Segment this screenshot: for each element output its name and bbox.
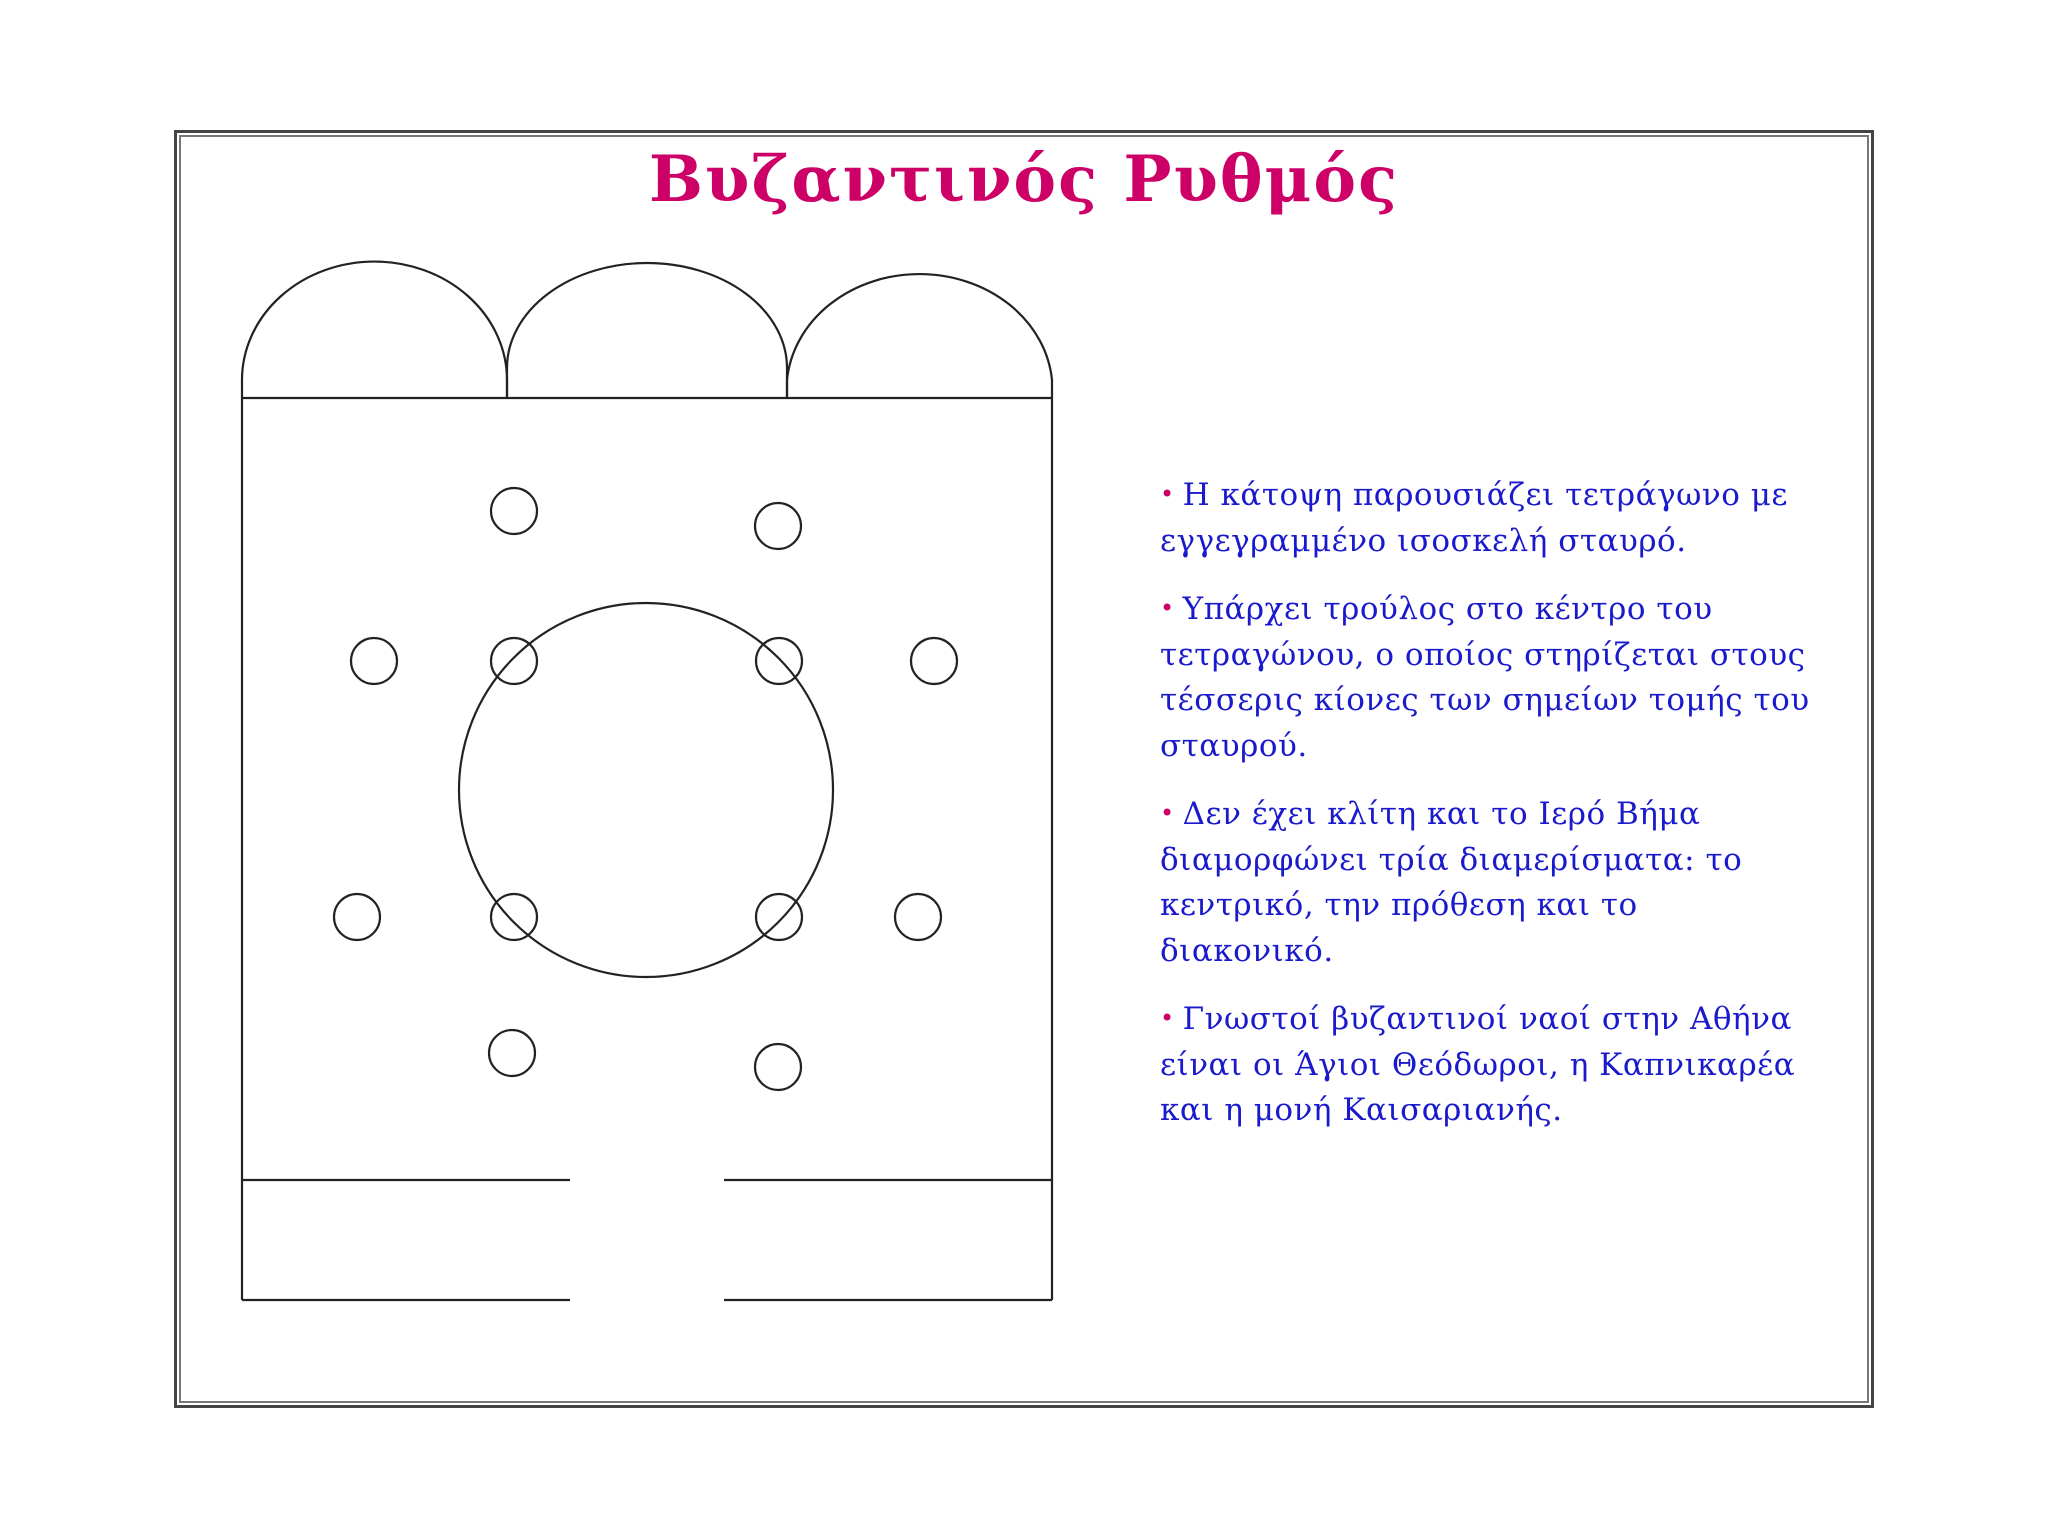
column <box>755 1044 801 1090</box>
column <box>756 894 802 940</box>
bullet-item <box>1160 996 1820 1134</box>
column <box>351 638 397 684</box>
plan-outline <box>242 398 1052 1300</box>
column <box>491 638 537 684</box>
bullet-text: Γνωστοί βυζαντινοί ναοί στην Αθήνα είναι οι Άγιοι Θεόδωροι, η Καπνικαρέα και η μονή Καισαριανής. <box>1160 1001 1796 1128</box>
column <box>756 638 802 684</box>
bullet-dot: • <box>1160 1004 1175 1032</box>
bullet-dot: • <box>1160 799 1175 827</box>
apses <box>242 262 1052 398</box>
apse-prothesis <box>242 262 507 398</box>
bullet-dot: • <box>1160 480 1175 508</box>
column <box>334 894 380 940</box>
column <box>489 1030 535 1076</box>
bullet-text: Υπάρχει τρούλος στο κέντρο του τετραγώνου, ο οποίος στηρίζεται στους τέσσερις κίονες των σημείων τομής του σταυρού. <box>1160 591 1810 764</box>
bullet-item <box>1160 586 1820 769</box>
slide-title: Βυζαντινός Ρυθμός <box>648 142 1400 217</box>
bullet-list <box>1160 472 1820 1156</box>
column <box>491 488 537 534</box>
bullet-item <box>1160 791 1820 974</box>
dome-circle <box>459 603 833 977</box>
bullet-dot: • <box>1160 594 1175 622</box>
column <box>491 894 537 940</box>
column <box>911 638 957 684</box>
columns <box>334 488 957 1090</box>
bullet-text: Η κάτοψη παρουσιάζει τετράγωνο με εγγεγραμμένο ισοσκελή σταυρό. <box>1160 477 1788 559</box>
column <box>895 894 941 940</box>
column <box>755 503 801 549</box>
bullet-text: Δεν έχει κλίτη και το Ιερό Βήμα διαμορφώνει τρία διαμερίσματα: το κεντρικό, την πρόθεση και το διακονικό. <box>1160 796 1743 969</box>
apse-diakonikon <box>787 274 1052 398</box>
bullet-item <box>1160 472 1820 564</box>
apse-central <box>507 263 787 398</box>
